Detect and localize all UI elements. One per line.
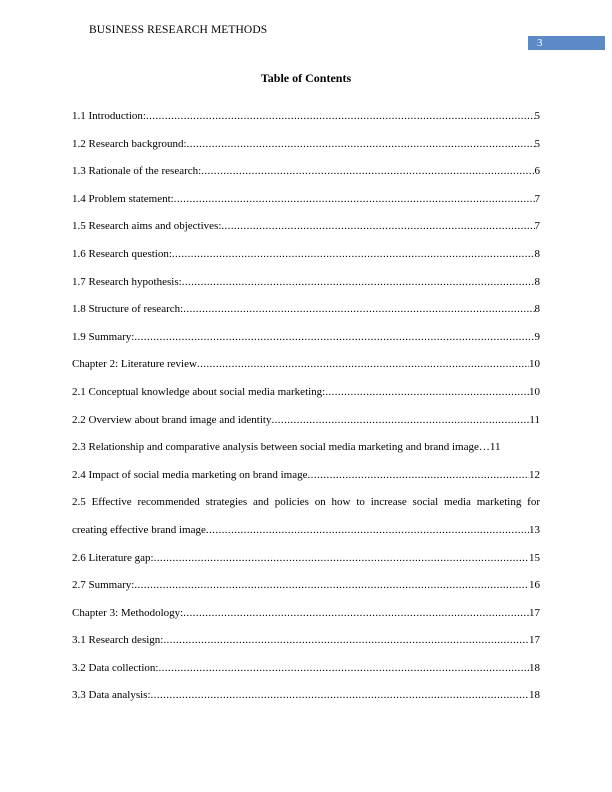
- toc-entry-title: 3.1 Research design:: [72, 634, 164, 647]
- toc-entry[interactable]: [72, 467, 540, 495]
- toc-entry-title: 1.3 Rationale of the research:: [72, 165, 202, 178]
- toc-leader-dots: [308, 467, 529, 483]
- toc-entry-page: 18: [529, 689, 540, 702]
- toc-entry-page: 12: [529, 468, 540, 481]
- toc-leader-dots: [197, 356, 529, 372]
- toc-entry-title: 2.2 Overview about brand image and identity: [72, 413, 272, 426]
- toc-entry[interactable]: [72, 191, 540, 219]
- toc-entry[interactable]: [72, 163, 540, 191]
- toc-leader-dots: [201, 163, 534, 179]
- toc-entry-page: 11: [529, 413, 540, 426]
- toc-entry-title: 2.6 Literature gap:: [72, 551, 154, 564]
- toc-entry-page: 10: [529, 358, 540, 371]
- toc-entry-title: 1.8 Structure of research:: [72, 303, 184, 316]
- toc-entry[interactable]: [72, 274, 540, 302]
- toc-entry-page: 7: [534, 192, 540, 205]
- toc-leader-dots: [221, 218, 534, 234]
- toc-entry-title: Chapter 3: Methodology:: [72, 606, 184, 619]
- toc-entry[interactable]: [72, 660, 540, 688]
- toc-leader-dots: [172, 246, 535, 262]
- toc-entry-title: 1.4 Problem statement:: [72, 192, 174, 205]
- toc-entry[interactable]: [72, 356, 540, 384]
- toc-entry-page: 17: [529, 634, 540, 647]
- toc-entry-wrapped[interactable]: [72, 494, 540, 522]
- toc-entry[interactable]: [72, 218, 540, 246]
- toc-title: Table of Contents: [260, 71, 352, 85]
- toc-leader-dots: [158, 660, 529, 676]
- toc-entry[interactable]: [72, 550, 540, 578]
- toc-entry-page: 5: [534, 110, 540, 122]
- toc-entry-page: 11: [489, 441, 501, 454]
- toc-entry-page: 13: [529, 523, 540, 536]
- toc-entry-page: 16: [529, 579, 540, 592]
- running-head: BUSINESS RESEARCH METHODS: [89, 24, 268, 36]
- toc-entry[interactable]: [72, 412, 540, 440]
- toc-entry-page: 17: [529, 606, 540, 619]
- toc-entry[interactable]: [72, 108, 540, 136]
- toc-entry[interactable]: [72, 632, 540, 660]
- toc-entry[interactable]: [72, 136, 540, 164]
- toc-entry-page: 9: [534, 330, 540, 343]
- toc-leader-dots: [182, 274, 535, 290]
- toc-entry-title: 1.9 Summary:: [72, 330, 135, 343]
- toc-entry-page: 6: [534, 165, 540, 178]
- toc-leader-dots: [206, 522, 529, 538]
- toc-leader-dots: [183, 605, 529, 621]
- toc-entry-title: 1.6 Research question:: [72, 247, 172, 260]
- toc-entry-title: 2.5 Effective recommended strategies and policies on how to increase social media marketing for: [72, 496, 540, 509]
- toc-entry-title: 2.7 Summary:: [72, 579, 135, 592]
- toc-leader-dots: [134, 577, 529, 593]
- toc-leader-dots: [174, 191, 535, 207]
- toc-leader-dots: [134, 329, 534, 345]
- toc-entry[interactable]: [72, 301, 540, 329]
- toc-leader-dots: [151, 687, 529, 703]
- toc-entry[interactable]: [72, 687, 540, 715]
- page-number: 3: [537, 37, 543, 49]
- toc-entry-page: 5: [534, 137, 540, 150]
- toc-entry-title-continued: creating effective brand image: [72, 523, 206, 536]
- toc-entry-title: 2.1 Conceptual knowledge about social media marketing:: [72, 385, 326, 398]
- toc-entry-page: 15: [529, 551, 540, 564]
- toc-entry[interactable]: [72, 329, 540, 357]
- toc-entry-title: 2.4 Impact of social media marketing on brand image: [72, 468, 308, 481]
- toc-leader-dots: [183, 301, 534, 317]
- toc-entry-title: Chapter 2: Literature review: [72, 358, 197, 371]
- toc-leader-dots: [271, 412, 529, 428]
- toc-entry-title: 1.1 Introduction:: [72, 110, 146, 122]
- toc-leader-dots: [146, 108, 535, 124]
- toc-entry-page: 8: [534, 247, 540, 260]
- toc-entry[interactable]: [72, 577, 540, 605]
- toc-entry-page: 18: [529, 661, 540, 674]
- toc-entry-title: 3.2 Data collection:: [72, 661, 159, 674]
- toc-leader-dots: [154, 550, 529, 566]
- toc-entry-page: 8: [534, 303, 540, 316]
- toc-entry[interactable]: [72, 605, 540, 633]
- toc-entry-title: 1.5 Research aims and objectives:: [72, 220, 222, 233]
- toc-entry[interactable]: [72, 439, 540, 467]
- page-number-badge: [528, 36, 605, 50]
- toc-leader-dots: [325, 384, 529, 400]
- toc-entry[interactable]: [72, 246, 540, 274]
- toc-leader-dots: [163, 632, 529, 648]
- toc-entry-page: 10: [529, 385, 540, 398]
- table-of-contents: [72, 108, 540, 715]
- toc-entry-page: 8: [534, 275, 540, 288]
- toc-entry[interactable]: [72, 384, 540, 412]
- toc-entry-title: 1.2 Research background:: [72, 137, 187, 150]
- toc-leader-dots: [187, 136, 535, 152]
- toc-entry-title: 2.3 Relationship and comparative analysis between social media marketing and brand image…: [72, 441, 490, 454]
- toc-entry-title: 1.7 Research hypothesis:: [72, 275, 182, 288]
- toc-entry-title: 3.3 Data analysis:: [72, 689, 151, 702]
- toc-entry-continuation[interactable]: [72, 522, 540, 550]
- toc-entry-page: 7: [534, 220, 540, 233]
